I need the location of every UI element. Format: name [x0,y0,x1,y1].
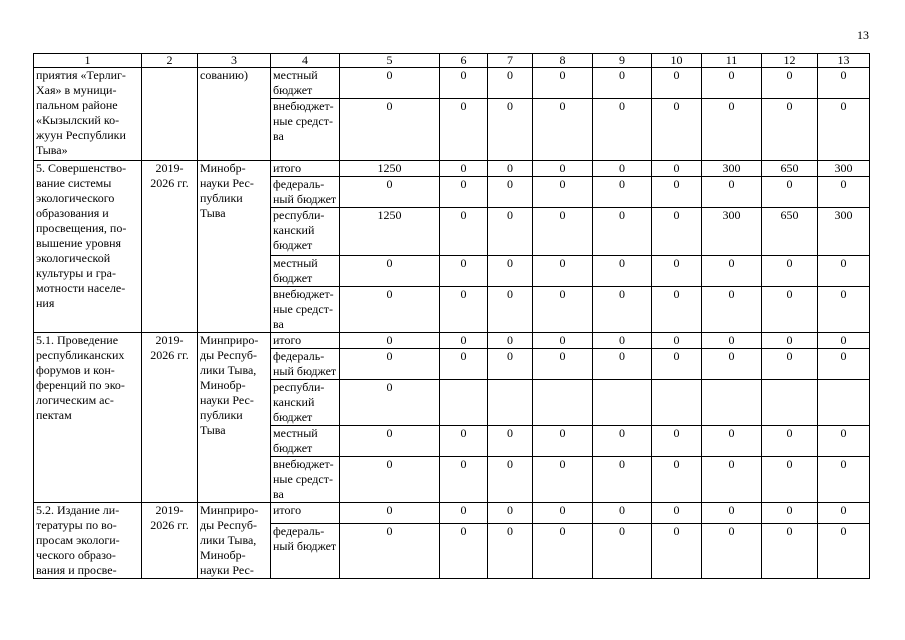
value-cell: 0 [593,524,652,579]
column-header: 6 [440,54,488,68]
value-cell: 0 [340,333,440,349]
value-cell: 0 [533,524,593,579]
value-cell: 0 [593,333,652,349]
activity-name-cell: 5.1. Проведение республиканских форумов и кон- ференций по эко- логическим ас- пектам [34,333,142,503]
value-cell: 0 [593,68,652,99]
value-cell: 0 [762,287,818,333]
budget-table [33,53,870,579]
header-row [34,54,870,68]
period-cell [142,68,198,161]
value-cell: 0 [533,256,593,287]
value-cell: 0 [533,68,593,99]
value-cell: 0 [818,457,870,503]
value-cell: 0 [533,349,593,380]
value-cell: 0 [533,287,593,333]
column-header: 2 [142,54,198,68]
value-cell: 0 [340,457,440,503]
column-header: 3 [198,54,271,68]
value-cell: 0 [533,503,593,524]
funding-source-cell: республи- канский бюджет [271,208,340,256]
value-cell: 0 [652,333,702,349]
value-cell: 0 [762,457,818,503]
table-row [34,161,870,177]
funding-source-cell: внебюджет- ные средст- ва [271,287,340,333]
period-cell: 2019- 2026 гг. [142,161,198,333]
value-cell: 0 [488,503,533,524]
value-cell: 0 [340,99,440,161]
value-cell: 0 [488,256,533,287]
value-cell: 0 [440,426,488,457]
value-cell: 1250 [340,208,440,256]
value-cell: 0 [488,99,533,161]
value-cell: 0 [340,426,440,457]
value-cell: 0 [440,503,488,524]
value-cell: 0 [440,287,488,333]
value-cell: 0 [818,287,870,333]
value-cell: 0 [488,349,533,380]
value-cell: 0 [818,333,870,349]
value-cell: 0 [652,426,702,457]
funding-source-cell: внебюджет- ные средст- ва [271,99,340,161]
funding-source-cell: республи- канский бюджет [271,380,340,426]
value-cell: 0 [652,208,702,256]
column-header: 10 [652,54,702,68]
value-cell: 0 [593,287,652,333]
value-cell: 0 [762,177,818,208]
value-cell: 0 [340,287,440,333]
value-cell: 0 [702,99,762,161]
value-cell: 650 [762,208,818,256]
value-cell: 300 [818,208,870,256]
value-cell: 0 [702,426,762,457]
value-cell: 0 [762,524,818,579]
value-cell: 0 [488,333,533,349]
value-cell: 0 [340,503,440,524]
value-cell: 0 [818,503,870,524]
column-header: 8 [533,54,593,68]
value-cell: 0 [593,99,652,161]
value-cell: 0 [533,99,593,161]
value-cell: 0 [340,349,440,380]
value-cell: 0 [488,177,533,208]
value-cell: 1250 [340,161,440,177]
value-cell: 0 [440,68,488,99]
value-cell: 0 [340,380,440,426]
value-cell: 0 [593,349,652,380]
value-cell: 0 [593,177,652,208]
funding-source-cell: местный бюджет [271,256,340,287]
value-cell: 0 [762,503,818,524]
value-cell: 0 [488,161,533,177]
table-row [34,503,870,524]
value-cell: 0 [593,256,652,287]
value-cell: 0 [652,503,702,524]
value-cell: 0 [440,177,488,208]
value-cell: 0 [762,68,818,99]
value-cell: 0 [533,426,593,457]
funding-source-cell: федераль- ный бюджет [271,177,340,208]
funding-source-cell: внебюджет- ные средст- ва [271,457,340,503]
value-cell: 0 [702,524,762,579]
activity-name-cell: приятия «Терлиг- Хая» в муници- пальном районе «Кызылский ко- жуун Республики Тыва» [34,68,142,161]
table-row [34,333,870,349]
value-cell: 0 [762,333,818,349]
value-cell: 0 [488,457,533,503]
value-cell: 0 [818,349,870,380]
value-cell: 0 [818,177,870,208]
value-cell: 0 [440,349,488,380]
funding-source-cell: местный бюджет [271,426,340,457]
value-cell: 0 [702,503,762,524]
value-cell: 0 [818,524,870,579]
value-cell [593,380,652,426]
value-cell: 0 [702,68,762,99]
value-cell: 0 [593,457,652,503]
funding-source-cell: итого [271,161,340,177]
value-cell: 0 [340,524,440,579]
value-cell: 0 [440,457,488,503]
page-number: 13 [857,28,869,42]
value-cell: 0 [593,161,652,177]
value-cell: 0 [340,68,440,99]
value-cell: 300 [818,161,870,177]
value-cell: 0 [652,99,702,161]
value-cell [818,380,870,426]
value-cell: 0 [702,349,762,380]
value-cell: 0 [818,68,870,99]
value-cell: 0 [593,208,652,256]
column-header: 7 [488,54,533,68]
value-cell: 0 [488,426,533,457]
value-cell [488,380,533,426]
value-cell: 0 [652,177,702,208]
column-header: 11 [702,54,762,68]
value-cell: 0 [533,333,593,349]
column-header: 12 [762,54,818,68]
value-cell: 0 [762,256,818,287]
value-cell: 0 [702,457,762,503]
table-row [34,68,870,99]
executor-cell: Минобр- науки Рес- публики Тыва [198,161,271,333]
value-cell: 0 [488,287,533,333]
value-cell [440,380,488,426]
value-cell: 0 [533,161,593,177]
value-cell: 0 [488,208,533,256]
value-cell: 0 [818,426,870,457]
value-cell: 0 [702,287,762,333]
column-header: 13 [818,54,870,68]
value-cell: 300 [702,208,762,256]
value-cell: 0 [702,177,762,208]
executor-cell: сованию) [198,68,271,161]
column-header: 4 [271,54,340,68]
activity-name-cell: 5. Совершенство- вание системы экологического образования и просвещения, по- вышение уровня экологической культуры и гра- мотности населе- ния [34,161,142,333]
funding-source-cell: итого [271,333,340,349]
value-cell: 0 [593,503,652,524]
value-cell: 0 [818,256,870,287]
value-cell: 0 [440,208,488,256]
value-cell [702,380,762,426]
value-cell [652,380,702,426]
value-cell [762,380,818,426]
value-cell: 0 [702,256,762,287]
value-cell: 0 [440,99,488,161]
executor-cell: Минприро- ды Респуб- лики Тыва, Минобр- науки Рес- публики Тыва [198,333,271,503]
value-cell: 0 [440,161,488,177]
value-cell: 0 [340,256,440,287]
column-header: 9 [593,54,652,68]
activity-name-cell: 5.2. Издание ли- тературы по во- просам экологи- ческого образо- вания и просве- [34,503,142,579]
funding-source-cell: федераль- ный бюджет [271,349,340,380]
value-cell: 0 [440,524,488,579]
value-cell: 0 [593,426,652,457]
value-cell: 0 [340,177,440,208]
column-header: 1 [34,54,142,68]
column-header: 5 [340,54,440,68]
funding-source-cell: местный бюджет [271,68,340,99]
value-cell: 0 [762,426,818,457]
funding-source-cell: итого [271,503,340,524]
value-cell: 300 [702,161,762,177]
value-cell: 0 [652,524,702,579]
period-cell: 2019- 2026 гг. [142,333,198,503]
value-cell: 0 [652,457,702,503]
value-cell: 650 [762,161,818,177]
value-cell: 0 [652,68,702,99]
value-cell: 0 [818,99,870,161]
value-cell: 0 [488,68,533,99]
value-cell: 0 [762,349,818,380]
value-cell: 0 [533,177,593,208]
value-cell: 0 [440,333,488,349]
value-cell: 0 [652,161,702,177]
value-cell: 0 [702,333,762,349]
funding-source-cell: федераль- ный бюджет [271,524,340,579]
value-cell: 0 [488,524,533,579]
value-cell: 0 [762,99,818,161]
value-cell: 0 [652,349,702,380]
value-cell: 0 [652,287,702,333]
value-cell [533,380,593,426]
value-cell: 0 [652,256,702,287]
value-cell: 0 [440,256,488,287]
executor-cell: Минприро- ды Респуб- лики Тыва, Минобр- науки Рес- [198,503,271,579]
period-cell: 2019- 2026 гг. [142,503,198,579]
value-cell: 0 [533,457,593,503]
value-cell: 0 [533,208,593,256]
